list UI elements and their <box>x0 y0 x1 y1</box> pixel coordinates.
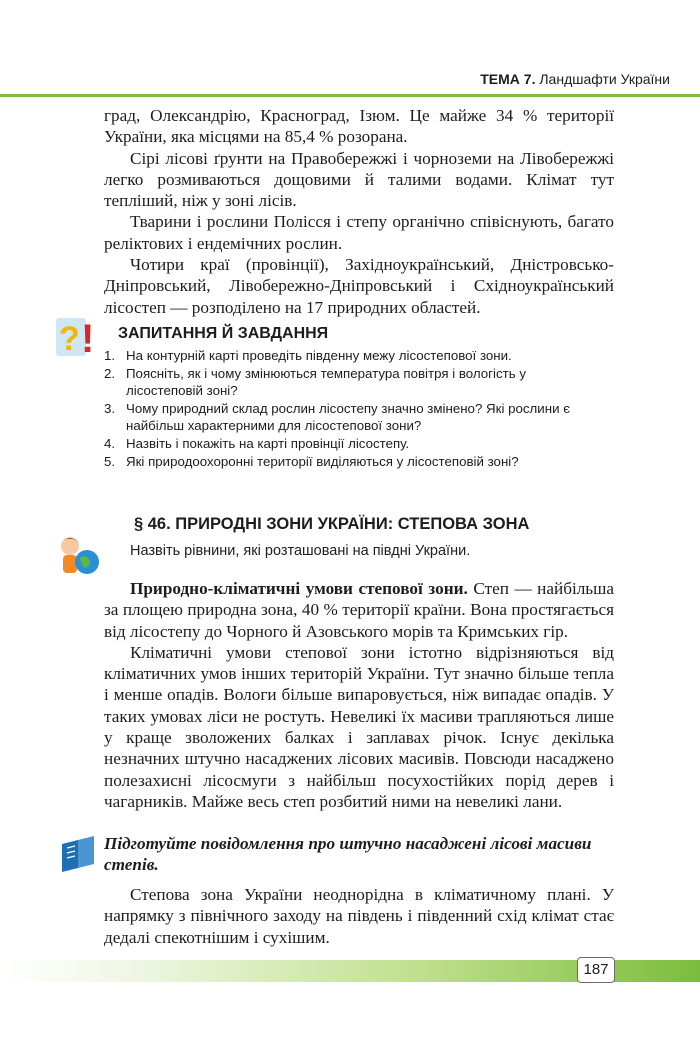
question-text: Поясніть, як і чому змінюються температура повітря і вологість у лісостеповій зоні? <box>126 365 526 399</box>
topic-title: Ландшафти України <box>539 71 670 87</box>
question-number: 5. <box>104 453 116 469</box>
question-item <box>100 435 580 453</box>
question-number: 1. <box>104 348 116 363</box>
question-number: 2. <box>104 365 116 381</box>
closing-paragraph <box>104 884 614 948</box>
steppe-paragraphs <box>104 578 614 812</box>
page-number: 187 <box>577 957 615 983</box>
questions-title: ЗАПИТАННЯ Й ЗАВДАННЯ <box>118 325 329 342</box>
question-item <box>100 400 580 435</box>
question-text: Чому природний склад рослин лісостепу значно змінено? Які рослини є найбільш характерними для лісостепової зони? <box>126 400 570 434</box>
question-text: На контурній карті проведіть південну межу лісостепової зони. <box>126 348 512 363</box>
question-number: 4. <box>104 435 116 451</box>
paragraph <box>104 578 614 642</box>
lead-bold: Природно-кліматичні умови степової зони. <box>130 579 468 598</box>
questions-list <box>100 347 580 470</box>
header-topic <box>480 71 670 87</box>
boy-with-globe-icon <box>54 532 102 580</box>
question-exclamation-icon <box>54 312 102 360</box>
paragraph: Сірі лісові ґрунти на Правобережжі і чорноземи на Лівобережжі легко розмиваються дощовими й талими водами. Клімат тут тепліший, ніж у зоні лісів. <box>104 148 614 211</box>
svg-text:!: ! <box>81 317 95 360</box>
question-item <box>100 347 580 365</box>
paragraph: Степова зона України неоднорідна в кліматичному плані. У напрямку з північного заходу на південь і південний схід клімат стає дедалі спекотнішим і сухішим. <box>104 885 614 947</box>
lead-text: Степ — найбільша за площею природна зона, 40 % території країни. Вона простягається від лісостепу до Чорного й Азовського морів та Кримських гір. <box>104 579 614 641</box>
intro-question: Назвіть рівнини, які розташовані на півдні України. <box>130 543 471 559</box>
question-text: Назвіть і покажіть на карті провінції лісостепу. <box>126 435 410 451</box>
top-paragraphs <box>104 105 614 318</box>
question-text: Які природоохоронні території виділяються у лісостеповій зоні? <box>126 453 519 469</box>
topic-label: ТЕМА 7. <box>480 71 536 87</box>
task-text: Підготуйте повідомлення про штучно насаджені лісові масиви степів. <box>104 834 592 875</box>
page-header <box>0 66 700 97</box>
open-book-icon <box>58 834 98 874</box>
paragraph: Тварини і рослини Полісся і степу органічно співіснують, багато реліктових і ендемічних рослин. <box>104 212 614 253</box>
question-item <box>100 365 580 400</box>
paragraph: град, Олександрію, Красноград, Ізюм. Це майже 34 % території України, яка місцями на 85,4 % розорана. <box>104 106 614 147</box>
section-title: § 46. ПРИРОДНІ ЗОНИ УКРАЇНИ: СТЕПОВА ЗОНА <box>134 515 530 533</box>
svg-text:?: ? <box>59 320 80 358</box>
question-item <box>100 453 580 471</box>
paragraph: Кліматичні умови степової зони істотно відрізняються від кліматичних умов інших територій України. Тут значно більше тепла і менше опадів. Вологи більше випаровується, ніж випадає опадів. У таких умовах ліси не ростуть. Невеликі їх масиви трапляються лише у краще зволожених балках і заплавах річок. Існує декілька незначних штучно насаджених лісових масивів. Повсюди насаджено полезахисні лісосмуги з найбільш посухостійких порід дерев і чагарників. Майже весь степ розбитий ними на невеликі лани. <box>104 642 614 811</box>
question-number: 3. <box>104 400 116 416</box>
paragraph: Чотири краї (провінції), Західноукраїнський, Дністровсько-Дніпровський, Лівобережно-Дніпровський і Східноукраїнський лісостеп — розподілено на 17 природних областей. <box>104 255 614 317</box>
